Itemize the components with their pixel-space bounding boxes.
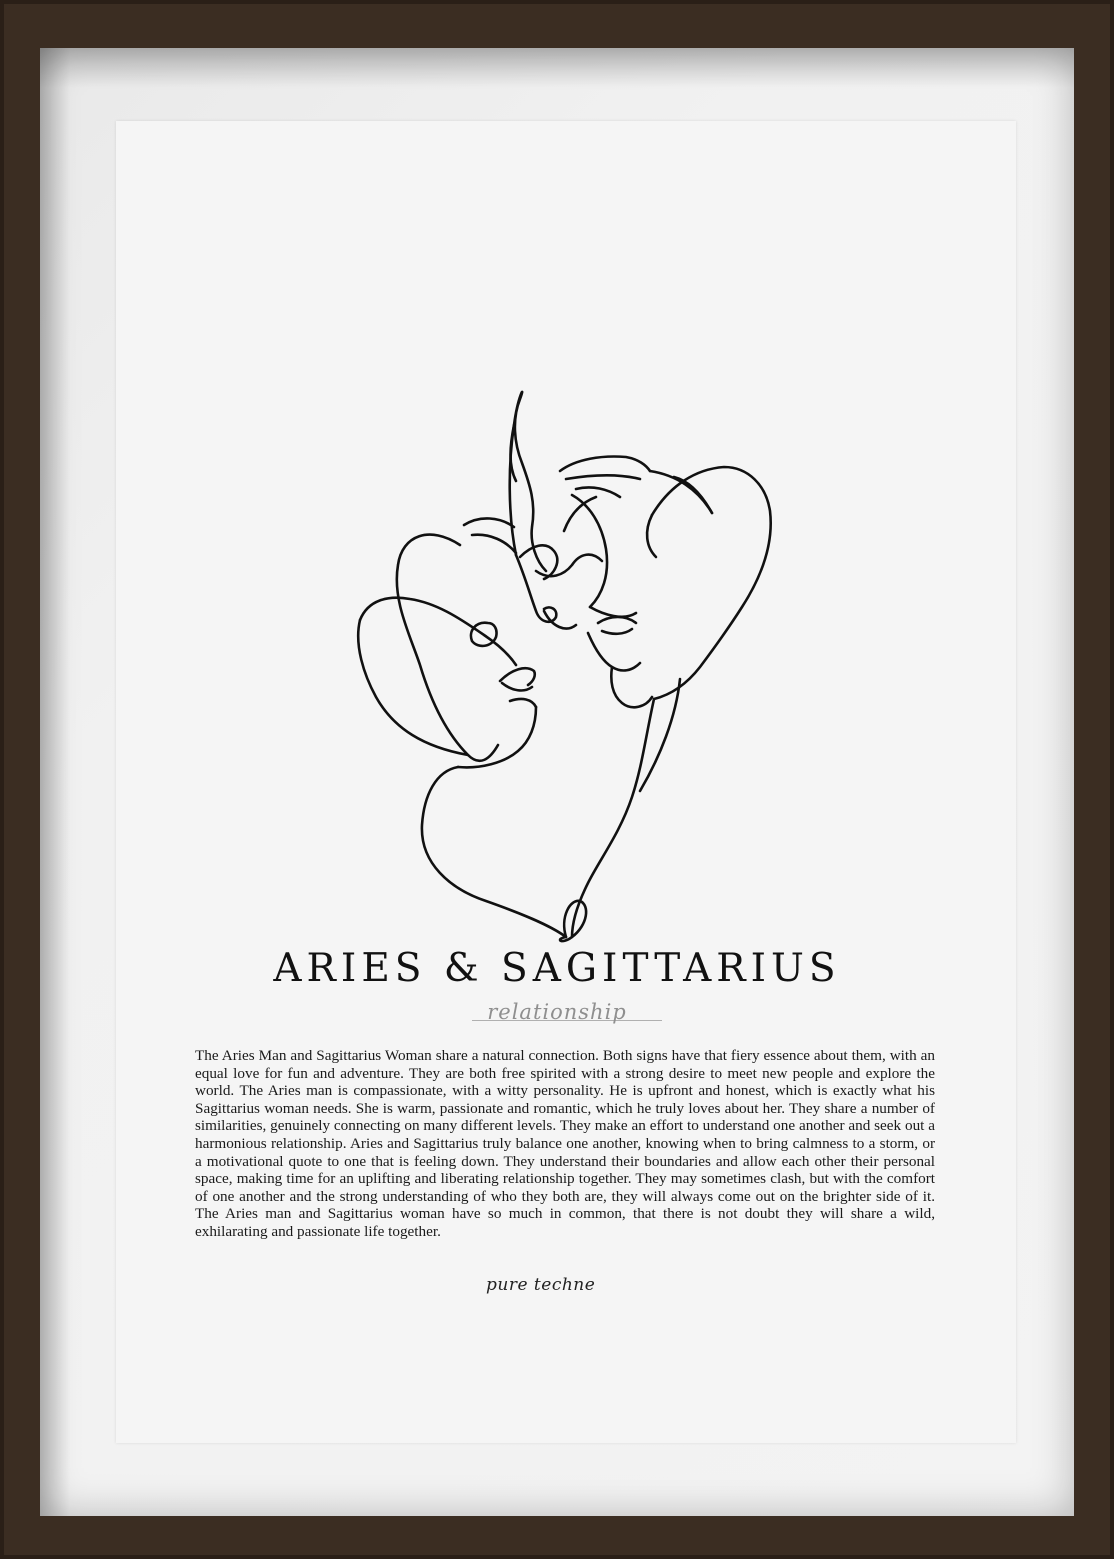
- brand-signature: pure techne: [486, 1275, 596, 1295]
- line-art-kissing-faces-icon: [340, 385, 780, 945]
- poster-subtitle: relationship: [487, 1000, 627, 1024]
- mat-shadow-top: [40, 48, 1074, 88]
- mat-shadow-left: [40, 48, 70, 1516]
- poster-description: The Aries Man and Sagittarius Woman share a natural connection. Both signs have that fiery essence about them, with an equal love for fun and adventure. They are both free spirited with a strong desire to meet new people and explore the world. The Aries man is compassionate, with a witty personality. He is upfront and honest, which is exactly what his Sagittarius woman needs. She is warm, passionate and romantic, which he truly loves about her. They share a number of similarities, genuinely connecting on many different levels. They make an effort to understand one another and seek out a harmonious relationship. Aries and Sagittarius truly balance one another, knowing when to bring calmness to a storm, or a motivational quote to one that is feeling down. They understand their boundaries and allow each other their personal space, making time for an uplifting and liberating relationship together. They may sometimes clash, but with the comfort of one another and the strong understanding of who they both are, they will always come out on the brighter side of it. The Aries man and Sagittarius woman have so much in common, that there is not doubt they will share a wild, exhilarating and passionate life together.: [195, 1047, 935, 1240]
- poster-title: ARIES & SAGITTARIUS: [273, 946, 841, 991]
